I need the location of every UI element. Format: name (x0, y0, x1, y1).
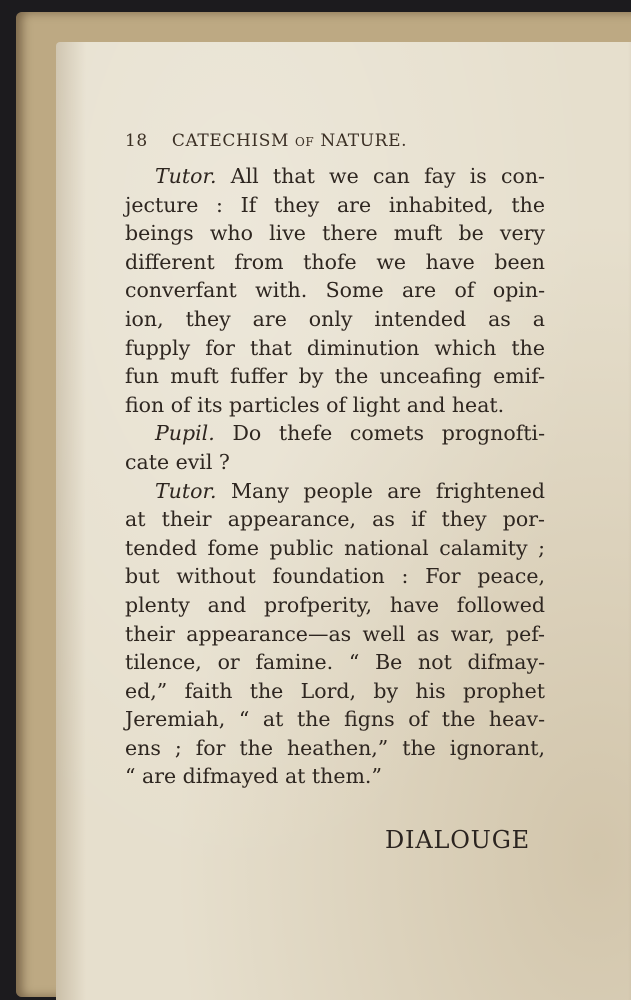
text-line: ion, they are only intended as a (125, 306, 545, 331)
text-line: tilence, or famine. “ Be not difmay- (125, 650, 545, 675)
text-line: Jeremiah, “ at the figns of the heav- (125, 707, 545, 732)
line-text: All that we can fay is con- (216, 164, 545, 188)
text-line: different from thofe we have been (125, 249, 545, 274)
text-line (125, 419, 545, 448)
text-line (125, 477, 545, 506)
text-line: ed,” faith the Lord, by his prophet (125, 678, 545, 703)
text-line: tended fome public national calamity ; (125, 535, 545, 560)
speaker-pupil: Pupil. (155, 421, 215, 446)
running-header (125, 131, 465, 151)
text-line: ens ; for the heathen,” the ignorant, (125, 735, 545, 760)
text-line: fupply for that diminution which the (125, 335, 545, 360)
header-title-of: OF (294, 135, 315, 149)
catchword: DIALOUGE (385, 826, 530, 854)
text-line: converfant with. Some are of opin- (125, 278, 545, 303)
text-line: plenty and profperity, have followed (125, 592, 545, 617)
speaker-tutor: Tutor. (155, 164, 217, 188)
speaker-tutor: Tutor. (155, 478, 217, 503)
text-line: their appearance—as well as war, pef- (125, 621, 545, 646)
text-line: beings who live there muft be very (125, 221, 545, 246)
header-title-nature: NATURE. (320, 131, 408, 151)
text-line: cate evil ? (125, 449, 230, 474)
text-line: fun muft fuffer by the unceafing emif- (125, 364, 545, 389)
header-title-catechism: CATECHISM (171, 131, 289, 151)
text-line: jecture : If they are inhabited, the (125, 192, 545, 217)
line-text: Many people are frightened (216, 478, 545, 503)
text-line: at their appearance, as if they por- (125, 507, 545, 532)
text-line: fion of its particles of light and heat. (125, 392, 505, 417)
body-text (125, 162, 545, 791)
text-line (125, 162, 545, 191)
text-line: but without foundation : For peace, (125, 564, 545, 589)
line-text: Do thefe comets prognofti- (214, 421, 545, 446)
page-number: 18 (125, 131, 148, 151)
text-line: “ are difmayed at them.” (125, 764, 382, 789)
